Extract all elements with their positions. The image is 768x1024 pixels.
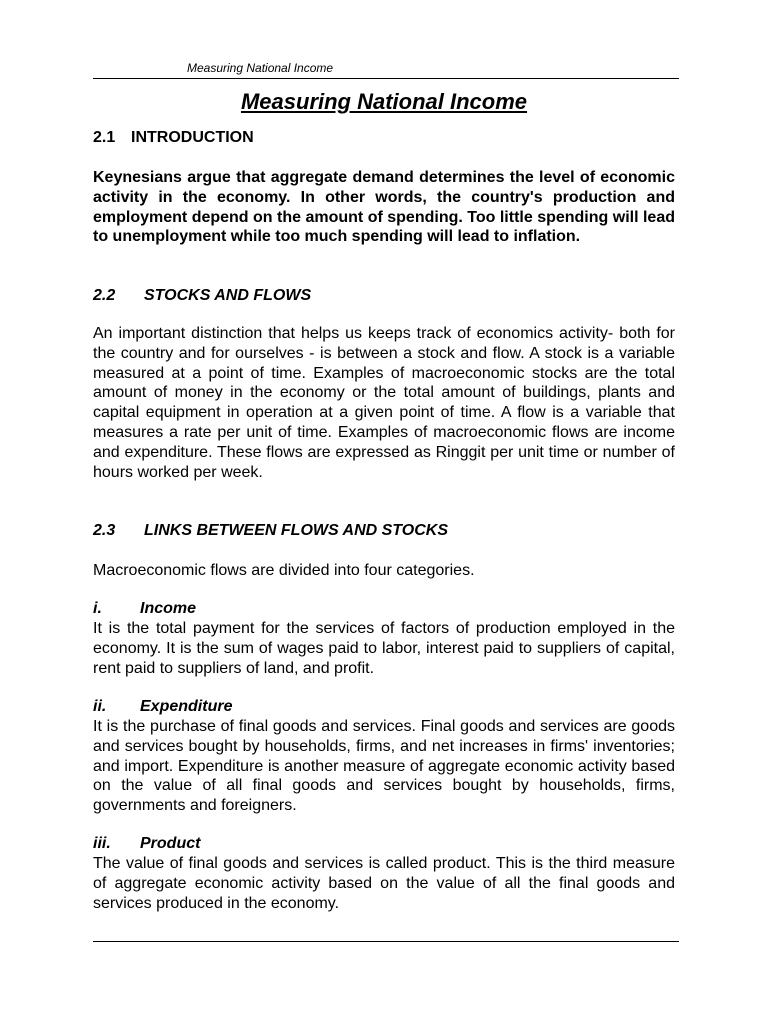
section-heading-stocks-and-flows	[93, 286, 311, 306]
item-title: Expenditure	[140, 698, 233, 715]
running-header: Measuring National Income	[187, 61, 334, 75]
subheading-income	[93, 599, 196, 619]
section-heading-links	[93, 521, 448, 541]
product-paragraph: The value of final goods and services is called product. This is the third measure of aggregate economic activity based on the value of all the final goods and services produced in the economy.	[93, 855, 675, 912]
section-title: INTRODUCTION	[131, 129, 254, 146]
links-intro-paragraph: Macroeconomic flows are divided into four categories.	[93, 562, 475, 579]
footer-rule	[93, 941, 679, 942]
introduction-paragraph: Keynesians argue that aggregate demand determines the level of economic activity in the economy. In other words, the country's production and employment depend on the amount of spending. Too little spending will lead to unemployment while too much spending will lead to inflation.	[93, 169, 675, 246]
item-number: iii.	[93, 835, 111, 852]
subheading-expenditure	[93, 697, 232, 717]
item-number: i.	[93, 600, 102, 617]
subheading-product	[93, 834, 200, 854]
stocks-and-flows-paragraph: An important distinction that helps us keeps track of economics activity- both for the country and for ourselves - is between a stock and flow. A stock is a variable measured at a point of time. Examples of macroeconomic stocks are the total amount of money in the economy or the total amount of buildings, plants and capital equipment in operation at a given point of time. A flow is a variable that measures a rate per unit of time. Examples of macroeconomic flows are income and expenditure. These flows are expressed as Ringgit per unit time or number of hours worked per week.	[93, 325, 675, 481]
section-number: 2.2	[93, 287, 116, 304]
page-title: Measuring National Income	[240, 89, 528, 114]
section-title: LINKS BETWEEN FLOWS AND STOCKS	[144, 522, 448, 539]
section-number: 2.1	[93, 129, 116, 146]
section-number: 2.3	[93, 522, 116, 539]
header-rule	[93, 78, 679, 79]
item-title: Income	[140, 600, 197, 617]
income-paragraph: It is the total payment for the services of factors of production employed in the economy. It is the sum of wages paid to labor, interest paid to suppliers of capital, rent paid to suppliers of land, and profit.	[93, 620, 675, 677]
section-title: STOCKS AND FLOWS	[144, 287, 312, 304]
expenditure-paragraph: It is the purchase of final goods and services. Final goods and services are goods and services bought by households, firms, and net increases in firms' inventories; and import. Expenditure is another measure of aggregate economic activity based on the value of all final goods and services bought by households, firms, governments and foreigners.	[93, 718, 675, 815]
item-number: ii.	[93, 698, 107, 715]
item-title: Product	[140, 835, 201, 852]
section-heading-introduction	[93, 128, 254, 148]
